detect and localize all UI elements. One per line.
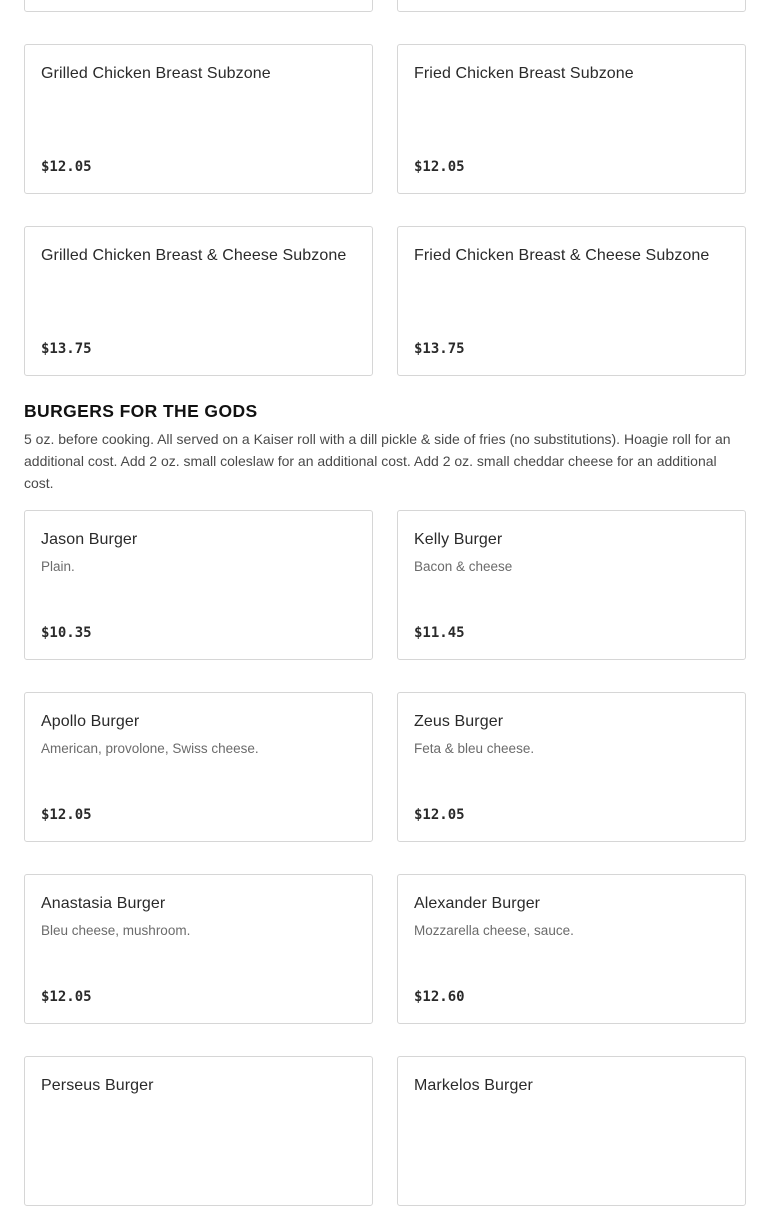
menu-item-name: Fried Chicken Breast Subzone [414, 65, 634, 82]
menu-item-card[interactable] [397, 1056, 746, 1206]
menu-item-description: American, provolone, Swiss cheese. [41, 741, 259, 756]
menu-item-name: Fried Chicken Breast & Cheese Subzone [414, 247, 710, 264]
menu-item-price: $12.05 [41, 807, 92, 823]
menu-item-price: $11.45 [414, 625, 465, 641]
menu-item-card[interactable] [24, 1056, 373, 1206]
menu-item-description: Feta & bleu cheese. [414, 741, 535, 756]
menu-item-card[interactable] [24, 510, 373, 660]
menu-item-description: Plain. [41, 559, 75, 574]
menu-item-card[interactable] [24, 874, 373, 1024]
menu-item-price: $10.35 [41, 625, 92, 641]
menu-item-name: Jason Burger [41, 531, 138, 548]
menu-item-card[interactable] [397, 226, 746, 376]
menu-item-card[interactable] [397, 44, 746, 194]
menu-item-name: Kelly Burger [414, 531, 503, 548]
menu-item-description: Bleu cheese, mushroom. [41, 923, 191, 938]
menu-item-name: Alexander Burger [414, 895, 541, 912]
menu-item-name: Markelos Burger [414, 1077, 533, 1094]
section-title: BURGERS FOR THE GODS [24, 401, 258, 421]
menu-item-price: $12.60 [414, 989, 465, 1005]
menu-item-price: $13.75 [41, 341, 92, 357]
menu-item-card[interactable] [24, 692, 373, 842]
menu-item-card[interactable] [397, 692, 746, 842]
menu-item-description: Mozzarella cheese, sauce. [414, 923, 574, 938]
menu-item-price: $13.75 [414, 341, 465, 357]
menu-item-card[interactable] [397, 510, 746, 660]
menu-item-card[interactable] [24, 226, 373, 376]
menu-item-card[interactable] [24, 44, 373, 194]
menu-item-card[interactable] [397, 0, 746, 12]
menu-item-price: $12.05 [41, 159, 92, 175]
menu-item-price: $12.05 [414, 159, 465, 175]
menu-item-description: Bacon & cheese [414, 559, 513, 574]
section-description: 5 oz. before cooking. All served on a Kaiser roll with a dill pickle & side of fries (no substitutions). Hoagie roll for an additional cost. Add 2 oz. small coleslaw for an additional cost. Add 2 oz. small cheddar cheese for an additional cost. [24, 431, 731, 491]
menu-item-name: Grilled Chicken Breast & Cheese Subzone [41, 247, 347, 264]
menu-item-card[interactable] [24, 0, 373, 12]
menu-item-name: Anastasia Burger [41, 895, 166, 912]
menu-item-price: $12.05 [41, 989, 92, 1005]
menu-item-name: Perseus Burger [41, 1077, 154, 1094]
menu-item-name: Apollo Burger [41, 713, 140, 730]
menu-item-name: Zeus Burger [414, 713, 504, 730]
menu-item-price: $12.05 [414, 807, 465, 823]
menu-item-card[interactable] [397, 874, 746, 1024]
menu-item-name: Grilled Chicken Breast Subzone [41, 65, 271, 82]
